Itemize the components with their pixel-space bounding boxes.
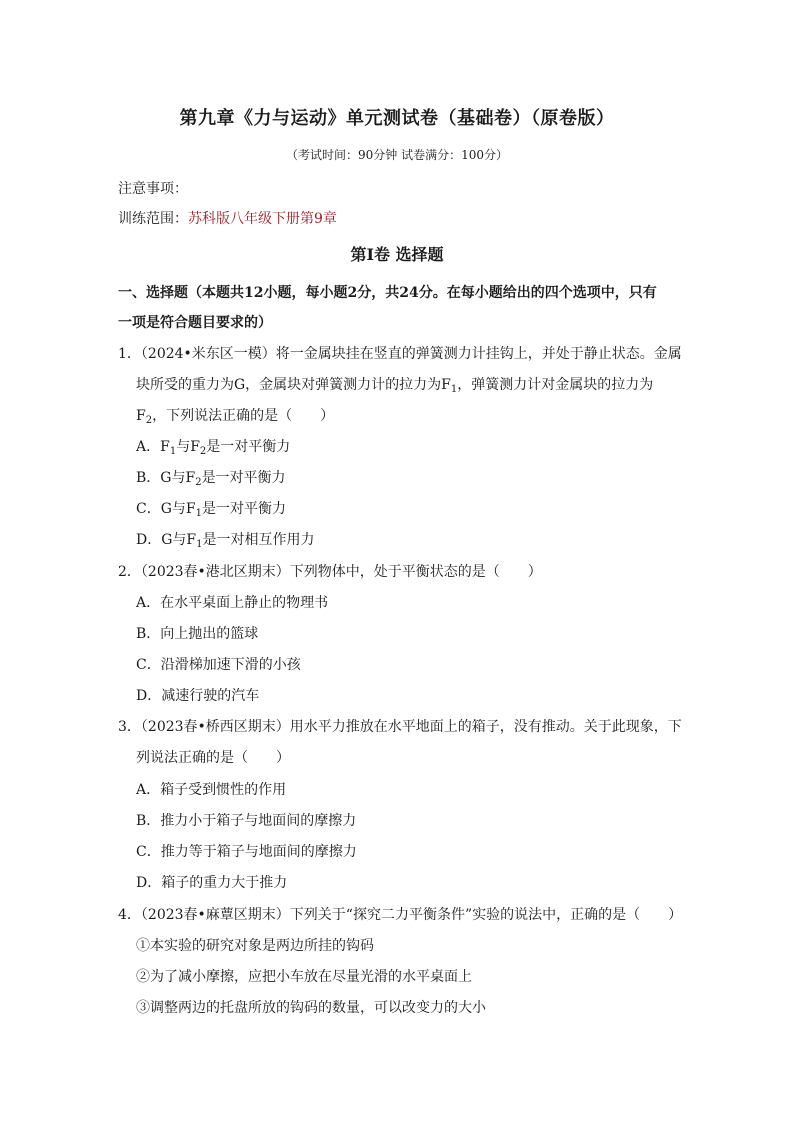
q2-option-a: A．在水平桌面上静止的物理书	[136, 595, 329, 611]
q3-option-a: A．箱子受到惯性的作用	[136, 782, 287, 798]
q2-option-b: B．向上抛出的篮球	[136, 626, 259, 642]
q1-stem-line2: 块所受的重力为G，金属块对弹簧测力计的拉力为$F_1$，弹簧测力计对金属块的拉力为	[136, 377, 654, 395]
q2-stem: 2．（2023春•港北区期末）下列物体中，处于平衡状态的是（ ）	[118, 564, 542, 580]
q4-statement-3: ③调整两边的托盘所放的钩码的数量，可以改变力的大小	[136, 1000, 486, 1016]
q1-stem-line3: $F_2$，下列说法正确的是（ ）	[136, 408, 335, 426]
q1-option-c: C．G与$F_1$是一对平衡力	[136, 501, 286, 519]
q3-stem-line1: 3．（2023春•桥西区期末）用水平力推放在水平地面上的箱子，没有推动。关于此现象，下	[118, 719, 682, 735]
q1-option-b: B．G与$F_2$是一对平衡力	[136, 470, 286, 488]
q3-option-c: C．推力等于箱子与地面间的摩擦力	[136, 844, 357, 860]
q1-option-d: D．G与$F_1$是一对相互作用力	[136, 532, 315, 550]
part1-heading-1: 一、选择题（本题共12小题，每小题2分，共24分。在每小题给出的四个选项中，只有	[118, 285, 657, 301]
q3-stem-line2: 列说法正确的是（ ）	[136, 750, 290, 766]
q1-stem-line1: 1．（2024•米东区一模）将一金属块挂在竖直的弹簧测力计挂钩上，并处于静止状态。金属	[118, 346, 682, 362]
q4-statement-2: ②为了减小摩擦，应把小车放在尽量光滑的水平桌面上	[136, 969, 472, 985]
page-title: 第九章《力与运动》单元测试卷（基础卷）（原卷版）	[179, 108, 615, 129]
notes-label: 注意事项：	[118, 181, 188, 197]
range-label: 训练范围：	[118, 211, 188, 227]
q4-stem: 4．（2023春•麻蕈区期末）下列关于“探究二力平衡条件”实验的说法中，正确的是（ ）	[118, 907, 683, 923]
part1-heading-2: 一项是符合题目要求的）	[118, 315, 272, 331]
q4-statement-1: ①本实验的研究对象是两边所挂的钩码	[136, 938, 374, 954]
range-value: 苏科版八年级下册第9章	[188, 211, 337, 227]
q2-option-d: D．减速行驶的汽车	[136, 688, 260, 704]
q1-option-a: A．$F_1$与$F_2$是一对平衡力	[136, 439, 291, 457]
training-range	[118, 208, 337, 228]
section-title: 第Ⅰ卷 选择题	[350, 245, 444, 264]
q3-option-d: D．箱子的重力大于推力	[136, 875, 288, 891]
q3-option-b: B．推力小于箱子与地面间的摩擦力	[136, 813, 357, 829]
exam-info: （考试时间：90分钟 试卷满分：100分）	[286, 148, 508, 162]
q2-option-c: C．沿滑梯加速下滑的小孩	[136, 657, 301, 673]
